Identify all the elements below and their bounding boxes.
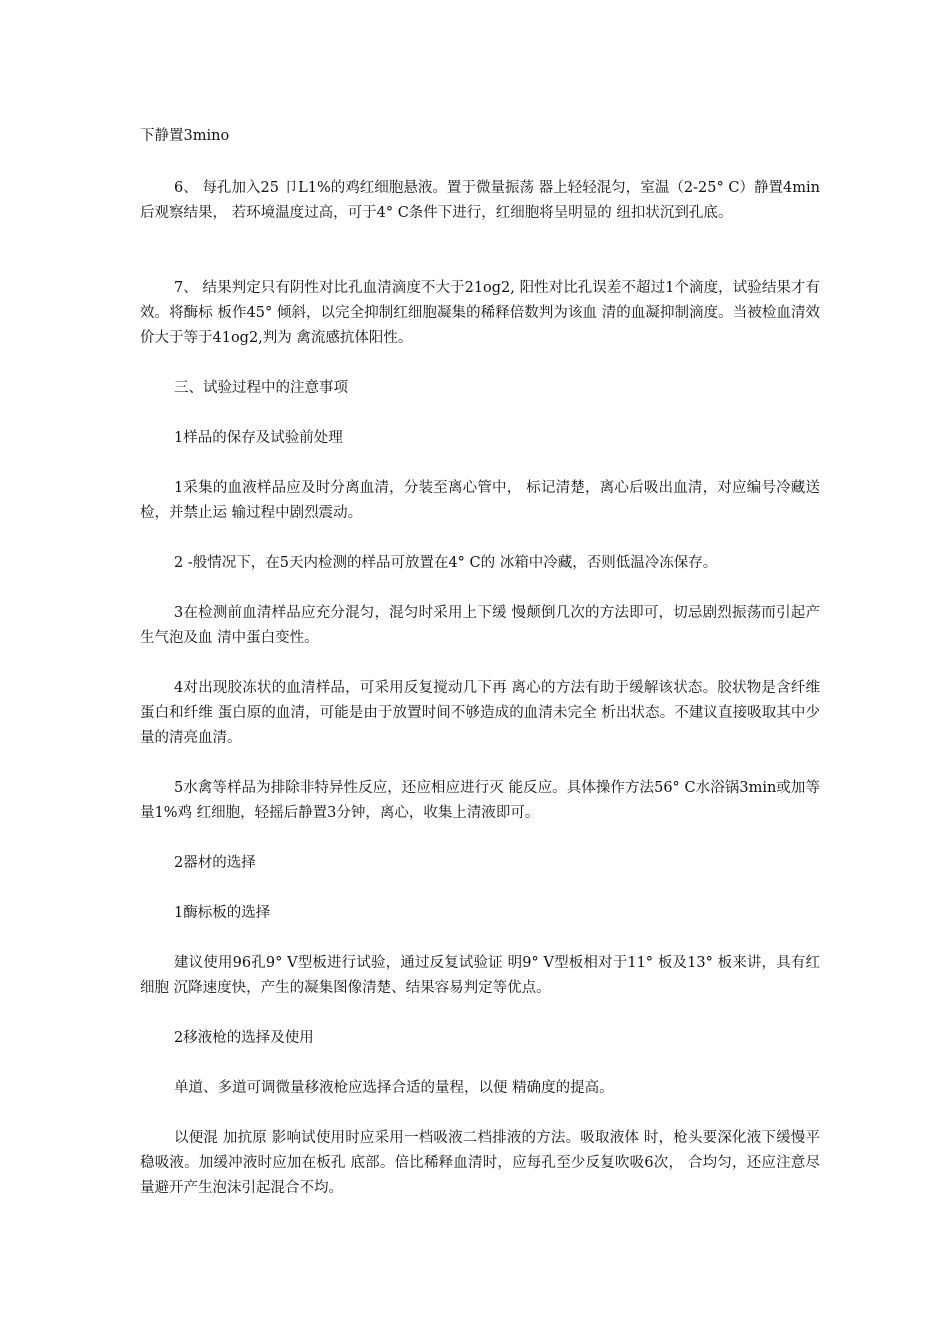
subheading-plate-selection: 1酶标板的选择 xyxy=(174,905,271,921)
paragraph-pipette-usage: 以便混 加抗原 影响试使用时应采用一档吸液二档排液的方法。吸取液体 时，枪头要深化液下缓慢平稳吸液。加缓冲液时应加在板孔 底部。倍比稀释血清时，应每孔至少反复吹吸6次， 合均匀，还应注意尽量避开产生泡沫引起混合不均。 xyxy=(140,1130,820,1196)
paragraph-step-7: 7、 结果判定只有阴性对比孔血清滴度不大于21og2, 阳性对比孔误差不超过1个滴度，试验结果才有效。将酶标 板作45° 倾斜，以完全抑制红细胞凝集的稀释倍数判为该血 清的血凝抑制滴度。当被检血清效价大于等于41og2,判为 禽流感抗体阳性。 xyxy=(140,280,820,346)
subheading-pipette: 2移液枪的选择及使用 xyxy=(174,1030,314,1046)
paragraph-pipette-range: 单道、多道可调微量移液枪应选择合适的量程，以便 精确度的提高。 xyxy=(174,1080,614,1096)
subheading-sample-storage: 1样品的保存及试验前处理 xyxy=(174,430,343,446)
paragraph-sample-item-4: 4对出现胶冻状的血清样品，可采用反复搅动几下再 离心的方法有助于缓解该状态。胶状物是含纤维蛋白和纤维 蛋白原的血清，可能是由于放置时间不够造成的血清未完全 析出状态。不建议直接吸取其中少量的清亮血清。 xyxy=(140,680,820,746)
paragraph-sample-item-5: 5水禽等样品为排除非特异性反应，还应相应进行灭 能反应。具体操作方法56° C水浴锅3min或加等量1%鸡 红细胞，轻摇后静置3分钟，离心，收集上清液即可。 xyxy=(140,780,820,821)
paragraph-plate-recommendation: 建议使用96孔9° V型板进行试验，通过反复试验证 明9° V型板相对于11° 板及13° 板来讲，具有红细胞 沉降速度快，产生的凝集图像清楚、结果容易判定等优点。 xyxy=(140,955,820,996)
paragraph-step-6: 6、 每孔加入25 卩L1%的鸡红细胞悬液。置于微量振荡 器上轻轻混匀，室温（2-25° C）静置4min后观察结果， 若环境温度过高，可于4° C条件下进行，红细胞将呈明显的 纽扣状沉到孔底。 xyxy=(140,180,820,221)
paragraph-sample-item-3: 3在检测前血清样品应充分混匀，混匀时采用上下缓 慢颠倒几次的方法即可，切忌剧烈振荡而引起产生气泡及血 清中蛋白变性。 xyxy=(140,605,820,646)
section-heading-precautions: 三、试验过程中的注意事项 xyxy=(174,380,348,396)
paragraph-sample-item-2: 2 -般情况下，在5天内检测的样品可放置在4° C的 冰箱中冷藏，否则低温冷冻保存。 xyxy=(174,555,718,571)
paragraph-continuation: 下静置3mino xyxy=(140,128,230,144)
subheading-equipment: 2器材的选择 xyxy=(174,855,256,871)
paragraph-sample-item-1: 1采集的血液样品应及时分离血清，分装至离心管中， 标记清楚，离心后吸出血清，对应编号冷藏送检，并禁止运 输过程中剧烈震动。 xyxy=(140,480,820,521)
